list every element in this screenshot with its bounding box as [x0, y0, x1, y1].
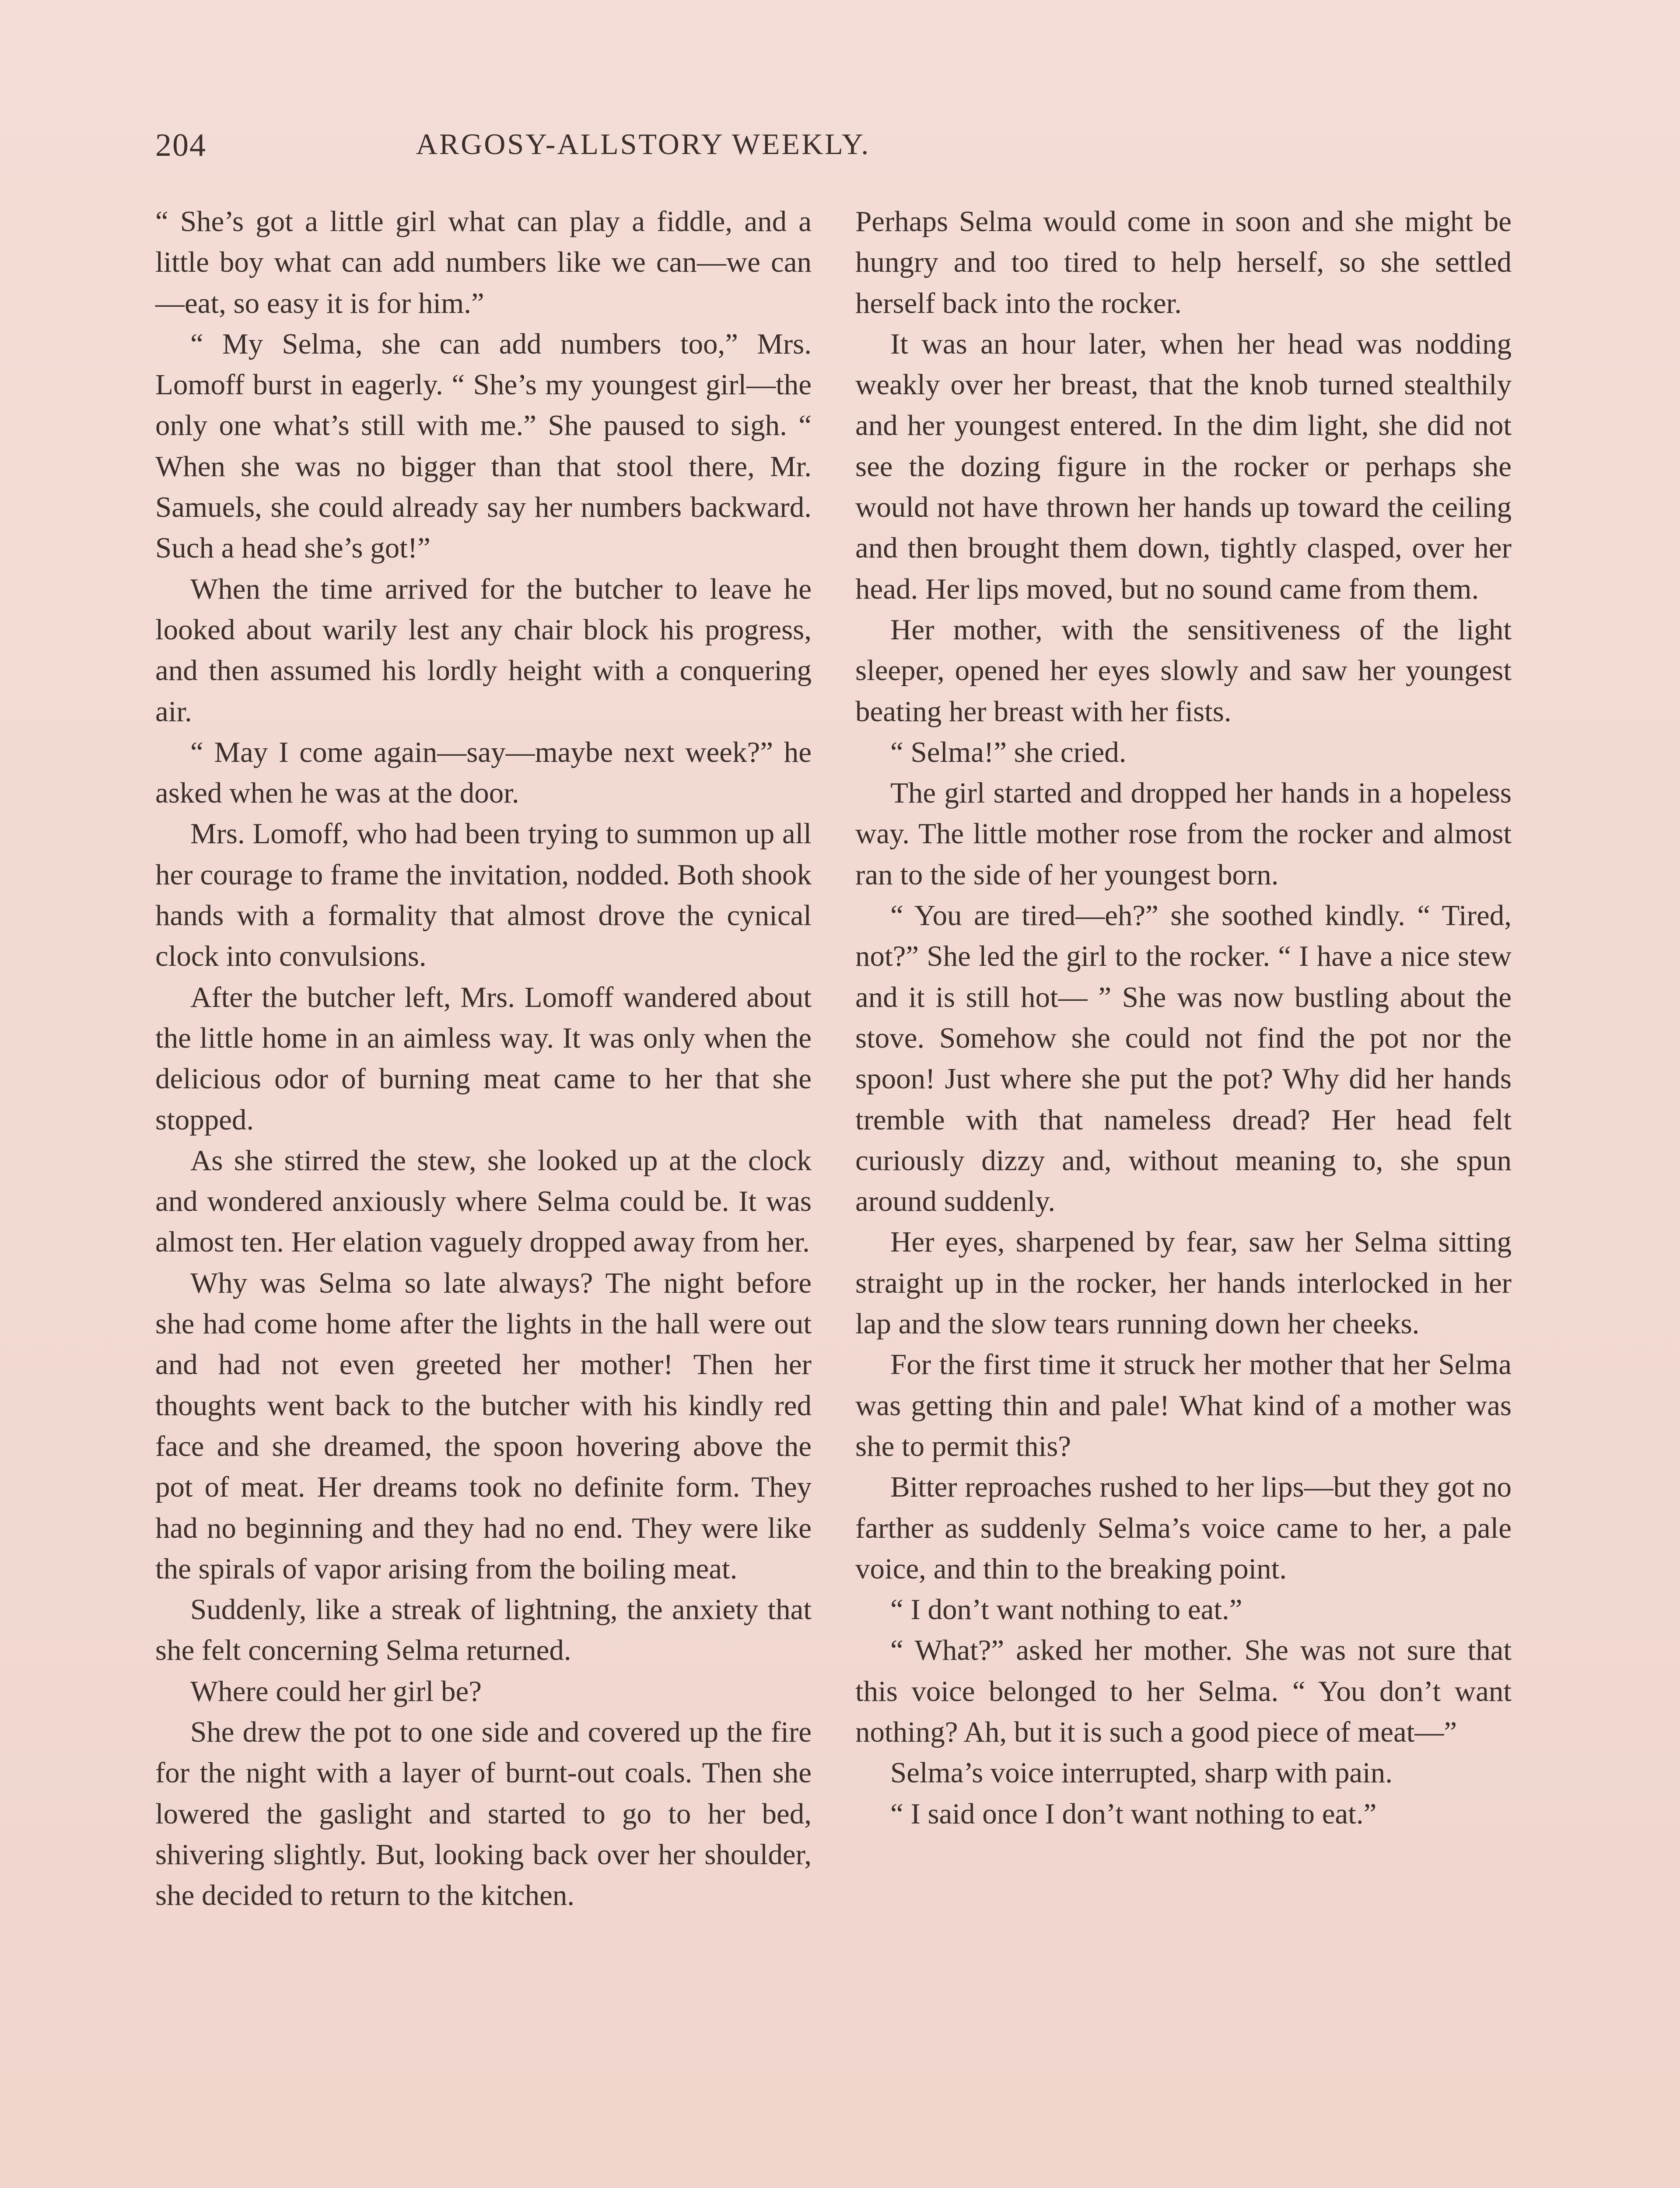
paragraph: “ You are tired—eh?” she soothed kindly. “ Tired, not?” She led the girl to the rocker. “ I have a nice stew and it is still hot— ” She was now bustling about the stove. Somehow she could not find the pot nor the spoon! Just where she put the pot? Why did her hands tremble with that nameless dread? Her head felt curiously dizzy and, without meaning to, she spun around suddenly. [855, 899, 1512, 1218]
paragraph: Bitter reproaches rushed to her lips—but they got no farther as suddenly Selma’s voice came to her, a pale voice, and thin to the breaking point. [855, 1471, 1512, 1585]
paragraph: As she stirred the stew, she looked up at the clock and wondered anxiously where Selma could be. It was almost ten. Her elation vaguely dropped away from her. [155, 1144, 812, 1259]
paragraph: Her mother, with the sensitiveness of the light sleeper, opened her eyes slowly and saw her youngest beating her breast with her fists. [855, 613, 1512, 728]
paragraph: It was an hour later, when her head was nodding weakly over her breast, that the knob turned stealthily and her youngest entered. In the dim light, she did not see the dozing figure in the rocker or perhaps she would not have thrown her hands up toward the ceiling and then brought them down, tightly clasped, over her head. Her lips moved, but no sound came from them. [855, 327, 1512, 605]
paragraph: Selma’s voice interrupted, sharp with pain. [890, 1757, 1393, 1789]
paragraph: The girl started and dropped her hands in a hopeless way. The little mother rose from the rocker and almost ran to the side of her youngest born. [855, 777, 1512, 891]
paragraph: When the time arrived for the butcher to leave he looked about warily lest any chair block his progress, and then assumed his lordly height with a conquering air. [155, 572, 812, 728]
paragraph: After the butcher left, Mrs. Lomoff wandered about the little home in an aimless way. It was only when the delicious odor of burning meat came to her that she stopped. [155, 981, 812, 1136]
right-column [855, 201, 1512, 2188]
running-title: ARGOSY-ALLSTORY WEEKLY. [416, 127, 871, 161]
paragraph: “ She’s got a little girl what can play a fiddle, and a little boy what can add numbers like we can—we can—eat, so easy it is for him.” [155, 205, 812, 319]
paragraph: “ I don’t want nothing to eat.” [890, 1593, 1242, 1626]
page-number: 204 [155, 127, 206, 163]
paragraph: Mrs. Lomoff, who had been trying to summon up all her courage to frame the invitation, nodded. Both shook hands with a formality that almost drove the cynical clock into convulsions. [155, 817, 812, 973]
paragraph-continuation: Perhaps Selma would come in soon and she might be hungry and too tired to help herself, so she settled herself back into the rocker. [855, 205, 1512, 319]
paragraph: “ What?” asked her mother. She was not sure that this voice belonged to her Selma. “ You don’t want nothing? Ah, but it is such a good piece of meat—” [855, 1634, 1512, 1748]
left-column [155, 201, 812, 2188]
paragraph: “ My Selma, she can add numbers too,” Mrs. Lomoff burst in eagerly. “ She’s my youngest girl—the only one what’s still with me.” She paused to sigh. “ When she was no bigger than that stool there, Mr. Samuels, she could already say her numbers backward. Such a head she’s got!” [155, 327, 812, 565]
paragraph: Suddenly, like a streak of lightning, the anxiety that she felt concerning Selma returned. [155, 1593, 812, 1667]
page-header [155, 127, 1131, 175]
paragraph: She drew the pot to one side and covered up the fire for the night with a layer of burnt-out coals. Then she lowered the gaslight and started to go to her bed, shivering slightly. But, looking back over her shoulder, she decided to return to the kitchen. [155, 1715, 812, 1912]
paragraph: Why was Selma so late always? The night before she had come home after the lights in the hall were out and had not even greeted her mother! Then her thoughts went back to the butcher with his kindly red face and she dreamed, the spoon hovering above the pot of meat. Her dreams took no definite form. They had no beginning and they had no end. They were like the spirals of vapor arising from the boiling meat. [155, 1266, 812, 1585]
paragraph: “ I said once I don’t want nothing to eat.” [890, 1797, 1377, 1830]
paragraph: For the first time it struck her mother that her Selma was getting thin and pale! What kind of a mother was she to permit this? [855, 1348, 1512, 1462]
paragraph: “ Selma!” she cried. [890, 736, 1127, 768]
paragraph: Her eyes, sharpened by fear, saw her Selma sitting straight up in the rocker, her hands interlocked in her lap and the slow tears running down her cheeks. [855, 1226, 1512, 1340]
paragraph: Where could her girl be? [190, 1675, 482, 1708]
paragraph: “ May I come again—say—maybe next week?” he asked when he was at the door. [155, 736, 812, 810]
